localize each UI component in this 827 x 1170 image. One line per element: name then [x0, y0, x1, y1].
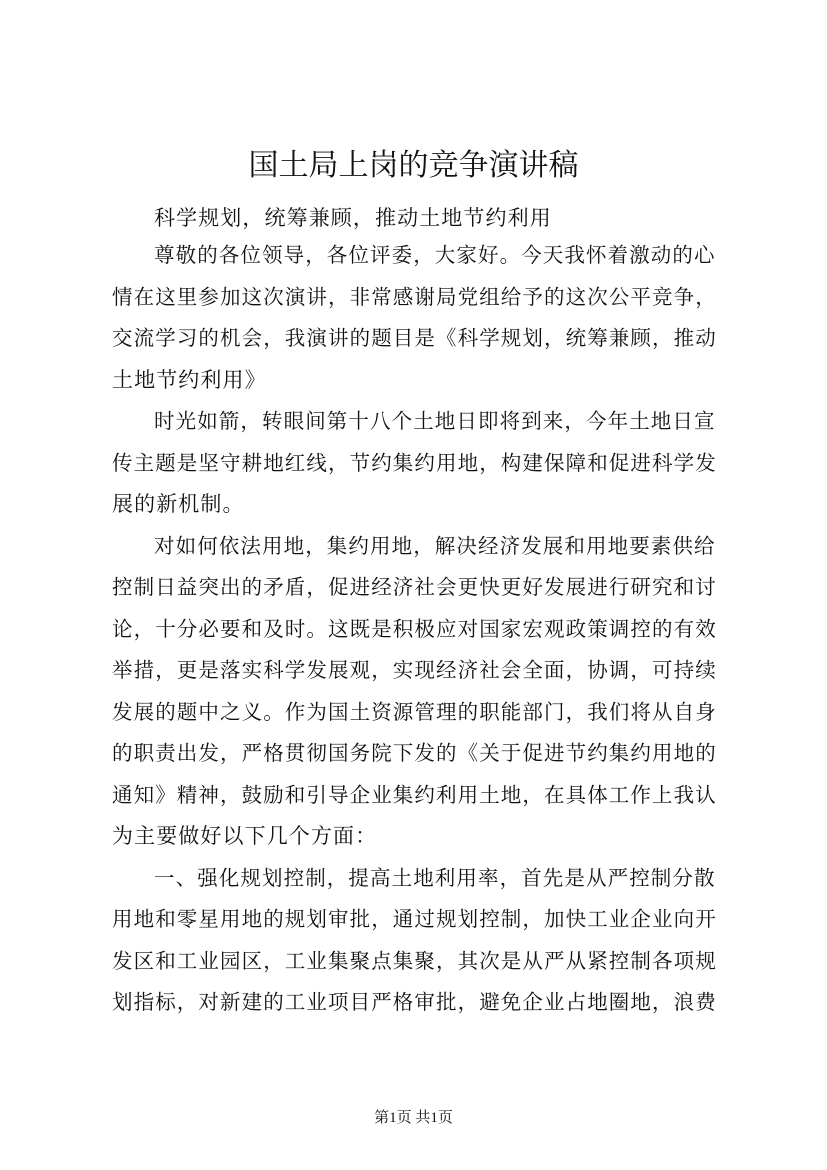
paragraph-line: 发展的题中之义。作为国土资源管理的职能部门，我们将从自身 [112, 700, 717, 724]
document-title: 国土局上岗的竞争演讲稿 [248, 148, 579, 183]
paragraph-line: 展的新机制。 [112, 492, 245, 516]
paragraph-line: 时光如箭，转眼间第十八个土地日即将到来，今年土地日宣 [154, 409, 716, 433]
paragraph-line: 一、强化规划控制，提高土地利用率，首先是从严控制分散 [154, 866, 716, 890]
paragraph-line: 土地节约利用》 [112, 368, 267, 392]
paragraph-line: 发区和工业园区，工业集聚点集聚，其次是从严从紧控制各项规 [112, 949, 717, 973]
paragraph-line: 用地和零星用地的规划审批，通过规划控制，加快工业企业向开 [112, 907, 717, 931]
paragraph-line: 交流学习的机会，我演讲的题目是《科学规划，统筹兼顾，推动 [112, 326, 717, 350]
paragraph-line: 情在这里参加这次演讲，非常感谢局党组给予的这次公平竞争， [112, 285, 717, 309]
paragraph-line: 传主题是坚守耕地红线，节约集约用地，构建保障和促进科学发 [112, 451, 717, 475]
paragraph-line: 论，十分必要和及时。这既是积极应对国家宏观政策调控的有效 [112, 617, 717, 641]
paragraph-line: 划指标，对新建的工业项目严格审批，避免企业占地圈地，浪费 [112, 990, 717, 1014]
paragraph-line: 尊敬的各位领导，各位评委，大家好。今天我怀着激动的心 [154, 243, 716, 267]
paragraph-line: 对如何依法用地，集约用地，解决经济发展和用地要素供给 [154, 534, 716, 558]
paragraph-line: 为主要做好以下几个方面： [112, 824, 378, 848]
paragraph-line: 控制日益突出的矛盾，促进经济社会更快更好发展进行研究和讨 [112, 575, 717, 599]
page-number-footer: 第1页 共1页 [374, 1110, 453, 1126]
paragraph-line: 举措，更是落实科学发展观，实现经济社会全面，协调，可持续 [112, 658, 717, 682]
paragraph-line: 通知》精神，鼓励和引导企业集约利用土地，在具体工作上我认 [112, 783, 717, 807]
subtitle-line: 科学规划，统筹兼顾，推动土地节约利用 [154, 206, 552, 230]
paragraph-line: 的职责出发，严格贯彻国务院下发的《关于促进节约集约用地的 [112, 741, 717, 765]
